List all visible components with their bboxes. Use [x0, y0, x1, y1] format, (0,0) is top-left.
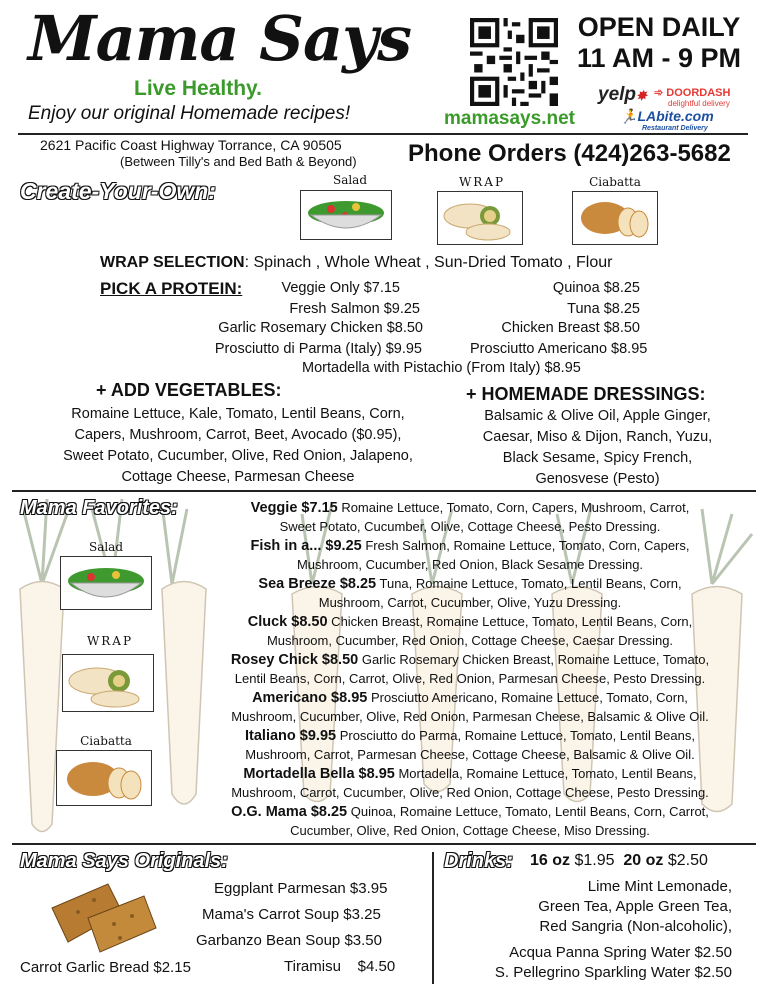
- original-price: $4.50: [357, 958, 396, 975]
- favorite-item: [200, 499, 740, 536]
- vegetables-line: Sweet Potato, Cucumber, Olive, Red Onion, Jalapeno,: [63, 448, 413, 464]
- protein-item: Fresh Salmon $9.25: [289, 301, 420, 317]
- favorite-desc: Prosciutto Americano, Romaine Lettuce, Tomato, Corn,: [367, 690, 688, 705]
- protein-item: Prosciutto Americano $8.95: [470, 341, 648, 357]
- salad-caption: Salad: [88, 540, 124, 554]
- website-link[interactable]: mamasays.net: [444, 108, 575, 129]
- hours-line2: 11 AM - 9 PM: [576, 43, 742, 73]
- hours-line1: OPEN DAILY: [577, 12, 741, 42]
- create-your-own-heading: Create-Your-Own:: [20, 178, 216, 204]
- favorite-desc: Mushroom, Cucumber, Red Onion, Black Sesame Dressing.: [296, 556, 644, 572]
- doordash-icon: ➾: [654, 87, 664, 99]
- favorite-desc: Mushroom, Cucumber, Red Onion, Cottage Cheese, Caesar Dressing.: [266, 632, 674, 648]
- yelp-logo[interactable]: [598, 84, 647, 106]
- original-item: [196, 932, 382, 949]
- wrap-photo: [62, 654, 154, 712]
- dressings-line: Balsamic & Olive Oil, Apple Ginger,: [484, 408, 711, 424]
- favorite-item: [182, 689, 758, 726]
- favorite-item: [182, 727, 758, 764]
- wrap-caption: WRAP: [458, 175, 506, 189]
- dressings-line: Black Sesame, Spicy French,: [502, 450, 693, 466]
- doordash-logo[interactable]: [654, 86, 730, 108]
- phone-orders[interactable]: Phone Orders (424)263-5682: [408, 140, 731, 167]
- doordash-subtext: delightful delivery: [668, 99, 730, 108]
- salad-caption: Salad: [332, 173, 368, 187]
- dressings-line: Caesar, Miso & Dijon, Ranch, Yuzu,: [482, 429, 713, 445]
- salad-photo: [300, 190, 392, 240]
- original-name: Mama's Carrot Soup: [202, 906, 340, 923]
- wrap-selection-options: : Spinach , Whole Wheat , Sun-Dried Tomato , Flour: [244, 254, 613, 271]
- doordash-text: DOORDASH: [666, 87, 731, 99]
- vegetables-line: Cottage Cheese, Parmesan Cheese: [121, 469, 355, 485]
- ciabatta-photo: [572, 191, 658, 245]
- original-item: [214, 880, 387, 897]
- ciabatta-photo: [56, 750, 152, 806]
- favorite-desc: Sweet Potato, Cucumber, Olive, Cottage Cheese, Pesto Dressing.: [279, 518, 661, 534]
- protein-item: Chicken Breast $8.50: [501, 320, 640, 336]
- favorite-item: [182, 651, 758, 688]
- yelp-text: yelp: [598, 84, 637, 105]
- carrot-garlic-bread-photo: [48, 878, 160, 956]
- protein-item: Quinoa $8.25: [552, 280, 640, 296]
- protein-item: Prosciutto di Parma (Italy) $9.95: [214, 341, 422, 357]
- slogan: Enjoy our original Homemade recipes!: [28, 103, 351, 124]
- original-price: $3.95: [349, 880, 388, 897]
- salad-photo: [60, 556, 152, 610]
- favorite-desc: Quinoa, Romaine Lettuce, Tomato, Lentil Beans, Corn, Carrot,: [347, 804, 709, 819]
- favorite-desc: Tuna, Romaine Lettuce, Tomato, Lentil Beans, Corn,: [376, 576, 682, 591]
- wrap-selection-label: WRAP SELECTION: [100, 254, 245, 271]
- divider: [12, 843, 756, 845]
- protein-item: Mortadella with Pistachio (From Italy) $8.95: [302, 360, 581, 376]
- original-name: Garbanzo Bean Soup: [196, 932, 341, 949]
- favorite-desc: Garlic Rosemary Chicken Breast, Romaine Lettuce, Tomato,: [358, 652, 710, 667]
- drink-price-2: $2.50: [667, 852, 708, 869]
- yelp-burst-icon: ✸: [636, 88, 647, 103]
- tagline: Live Healthy.: [134, 77, 262, 100]
- vegetables-line: Romaine Lettuce, Kale, Tomato, Lentil Beans, Corn,: [71, 406, 405, 422]
- drink-line: Green Tea, Apple Green Tea,: [538, 898, 732, 915]
- mama-favorites-heading: Mama Favorites:: [20, 497, 178, 519]
- favorite-item: [200, 613, 740, 650]
- originals-heading: Mama Says Originals:: [20, 850, 228, 872]
- divider: [12, 490, 756, 492]
- favorite-name: Americano $8.95: [252, 690, 368, 706]
- add-vegetables-heading: + ADD VEGETABLES:: [96, 380, 282, 400]
- divider: [18, 133, 748, 135]
- favorite-name: Rosey Chick $8.50: [230, 652, 359, 668]
- address-line2: (Between Tilly's and Bed Bath & Beyond): [120, 154, 357, 169]
- runner-icon: 🏃: [620, 108, 638, 124]
- protein-item: Tuna $8.25: [567, 301, 640, 317]
- favorite-desc: Cucumber, Olive, Red Onion, Cottage Cheese, Miso Dressing.: [290, 822, 650, 838]
- favorite-desc: Chicken Breast, Romaine Lettuce, Tomato, Lentil Beans, Corn,: [327, 614, 693, 629]
- drink-sizes: [530, 852, 708, 870]
- original-item: [202, 906, 381, 923]
- dressings-heading: + HOMEMADE DRESSINGS:: [466, 384, 706, 404]
- favorite-desc: Mushroom, Carrot, Cucumber, Olive, Red Onion, Cottage Cheese, Pesto Dressing.: [231, 784, 709, 800]
- vegetables-line: Capers, Mushroom, Carrot, Beet, Avocado ($0.95),: [74, 427, 402, 443]
- original-price: $3.50: [344, 932, 382, 949]
- pick-protein-heading: PICK A PROTEIN:: [100, 279, 243, 298]
- favorite-desc: Mushroom, Carrot, Cucumber, Olive, Yuzu Dressing.: [318, 594, 622, 610]
- vegetables-list: [28, 404, 448, 488]
- dressings-line: Genosvese (Pesto): [535, 471, 660, 487]
- wrap-selection: [100, 254, 612, 272]
- hours: [570, 12, 748, 74]
- favorite-item: [200, 575, 740, 612]
- original-name: Tiramisu: [284, 958, 341, 975]
- drink-line: Red Sangria (Non-alcoholic),: [539, 918, 732, 935]
- original-price: $3.25: [343, 906, 381, 923]
- protein-item: Garlic Rosemary Chicken $8.50: [218, 320, 423, 336]
- favorite-desc: Mushroom, Carrot, Parmesan Cheese, Cottage Cheese, Balsamic & Olive Oil.: [245, 746, 695, 762]
- favorite-name: Cluck $8.50: [247, 614, 328, 630]
- labite-logo[interactable]: [620, 108, 714, 132]
- drink-line: S. Pellegrino Sparkling Water $2.50: [494, 964, 732, 981]
- original-item: [284, 958, 395, 975]
- favorite-item: [182, 803, 758, 840]
- drink-size-1: 16 oz: [530, 852, 571, 869]
- favorite-desc: Mortadella, Romaine Lettuce, Tomato, Lentil Beans,: [394, 766, 697, 781]
- original-bread: Carrot Garlic Bread $2.15: [20, 959, 191, 976]
- drinks-heading: Drinks:: [444, 850, 513, 872]
- drink-price-1: $1.95: [574, 852, 615, 869]
- protein-item: Veggie Only $7.15: [281, 280, 400, 296]
- favorite-desc: Lentil Beans, Corn, Carrot, Olive, Red Onion, Parmesan Cheese, Pesto Dressing.: [234, 670, 706, 686]
- favorite-desc: Prosciutto do Parma, Romaine Lettuce, Tomato, Lentil Beans,: [336, 728, 695, 743]
- address-line1: 2621 Pacific Coast Highway Torrance, CA 90505: [40, 137, 342, 153]
- favorite-item: [200, 537, 740, 574]
- original-name: Eggplant Parmesan: [214, 880, 346, 897]
- drink-size-2: 20 oz: [623, 852, 664, 869]
- labite-subtext: Restaurant Delivery: [642, 125, 708, 132]
- favorite-name: Fish in a... $9.25: [250, 538, 362, 554]
- drink-line: Lime Mint Lemonade,: [587, 878, 732, 895]
- wrap-caption: WRAP: [86, 634, 134, 648]
- wrap-photo: [437, 191, 523, 245]
- favorite-item: [182, 765, 758, 802]
- favorite-name: Veggie $7.15: [250, 500, 338, 516]
- favorite-desc: Romaine Lettuce, Tomato, Corn, Capers, Mushroom, Carrot,: [337, 500, 690, 515]
- ciabatta-caption: Ciabatta: [589, 175, 641, 189]
- favorite-name: Italiano $9.95: [245, 728, 337, 744]
- ciabatta-caption: Ciabatta: [80, 734, 132, 748]
- dressings-list: [450, 406, 745, 490]
- favorite-desc: Mushroom, Cucumber, Olive, Red Onion, Parmesan Cheese, Balsamic & Olive Oil.: [231, 708, 709, 724]
- favorite-name: O.G. Mama $8.25: [231, 804, 348, 820]
- labite-text: LAbite.com: [637, 108, 714, 124]
- qr-code-icon[interactable]: [470, 18, 558, 106]
- favorite-desc: Fresh Salmon, Romaine Lettuce, Tomato, Corn, Capers,: [361, 538, 690, 553]
- logo: Mama Says: [28, 2, 412, 75]
- drink-line: Acqua Panna Spring Water $2.50: [509, 944, 732, 961]
- favorite-name: Sea Breeze $8.25: [258, 576, 377, 592]
- favorite-name: Mortadella Bella $8.95: [243, 766, 395, 782]
